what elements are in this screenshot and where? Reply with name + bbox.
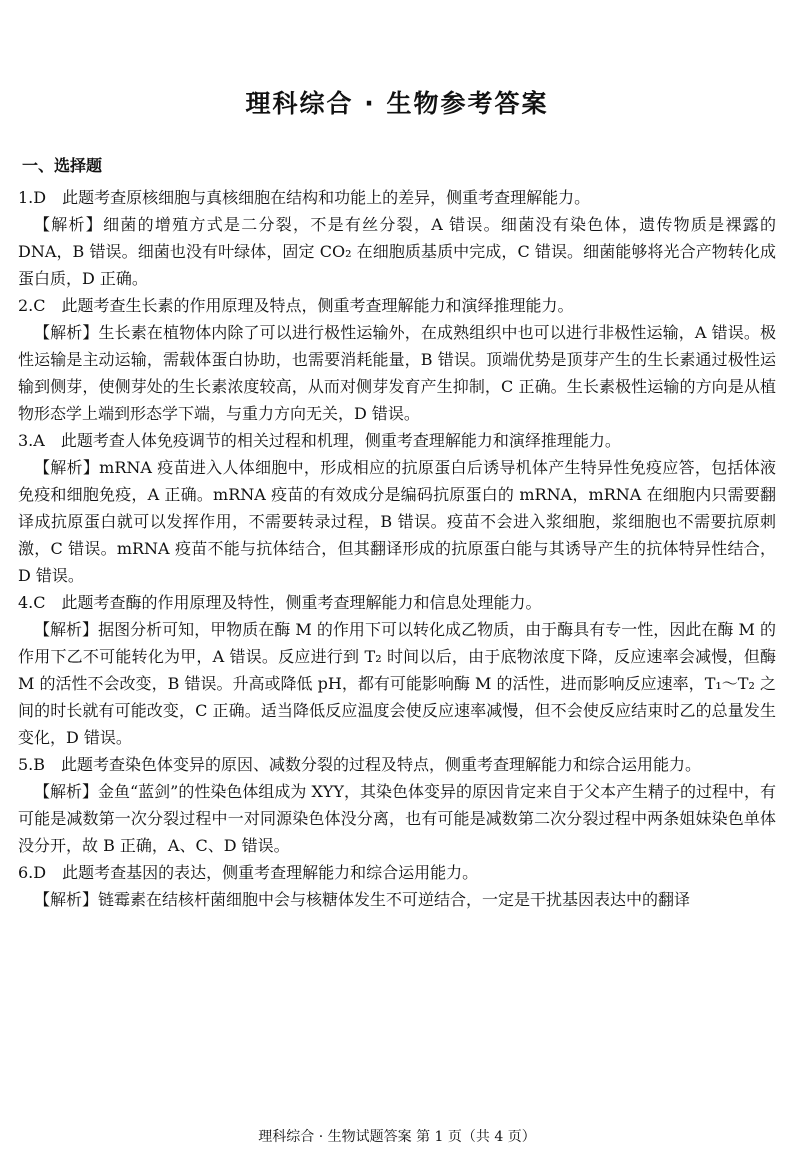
section-heading: 一、选择题 <box>22 156 103 175</box>
question-3-head: 3.A 此题考查人体免疫调节的相关过程和机理，侧重考查理解能力和演绎推理能力。 <box>18 431 621 450</box>
question-4 <box>18 589 776 751</box>
page-footer: 理科综合 · 生物试题答案 第 1 页（共 4 页） <box>258 1129 536 1145</box>
question-6-head: 6.D 此题考查基因的表达，侧重考查理解能力和综合运用能力。 <box>18 863 479 882</box>
question-2 <box>18 292 776 427</box>
question-4-head: 4.C 此题考查酶的作用原理及特性，侧重考查理解能力和信息处理能力。 <box>18 593 542 612</box>
page-title: 理科综合 · 生物参考答案 <box>245 89 549 118</box>
question-1 <box>18 184 776 292</box>
question-4-explanation: 【解析】据图分析可知，甲物质在酶 M 的作用下可以转化成乙物质，由于酶具有专一性，因此在酶 M 的作用下乙不可能转化为甲，A 错误。反应进行到 T₂ 时间以后，由于底物浓度下降，反应速率会减慢，但酶 M 的活性不会改变，B 错误。升高或降低 pH，都有可能影响酶 M 的活性，进而影响反应速率，T₁～T₂ 之间的时长就有可能改变，C 正确。适当降低反应温度会使反应速率减慢，但不会使反应结束时乙的总量发生变化，D 错误。 <box>18 620 776 747</box>
answer-list <box>18 184 776 913</box>
question-2-head: 2.C 此题考查生长素的作用原理及特点，侧重考查理解能力和演绎推理能力。 <box>18 296 574 315</box>
question-3-explanation: 【解析】mRNA 疫苗进入人体细胞中，形成相应的抗原蛋白后诱导机体产生特异性免疫应答，包括体液免疫和细胞免疫，A 正确。mRNA 疫苗的有效成分是编码抗原蛋白的 mRNA，mRNA 在细胞内只需要翻译成抗原蛋白就可以发挥作用，不需要转录过程，B 错误。疫苗不会进入浆细胞，浆细胞也不需要抗原刺激，C 错误。mRNA 疫苗不能与抗体结合，但其翻译形成的抗原蛋白能与其诱导产生的抗体特异性结合，D 错误。 <box>18 458 776 585</box>
question-1-explanation: 【解析】细菌的增殖方式是二分裂，不是有丝分裂，A 错误。细菌没有染色体，遗传物质是裸露的 DNA，B 错误。细菌也没有叶绿体，固定 CO₂ 在细胞质基质中完成，C 错误。细菌能够将光合产物转化成蛋白质，D 正确。 <box>18 215 776 288</box>
question-5-head: 5.B 此题考查染色体变异的原因、减数分裂的过程及特点，侧重考查理解能力和综合运用能力。 <box>18 755 702 774</box>
question-2-explanation: 【解析】生长素在植物体内除了可以进行极性运输外，在成熟组织中也可以进行非极性运输，A 错误。极性运输是主动运输，需载体蛋白协助，也需要消耗能量，B 错误。顶端优势是顶芽产生的生长素通过极性运输到侧芽，使侧芽处的生长素浓度较高，从而对侧芽发育产生抑制，C 正确。生长素极性运输的方向是从植物形态学上端到形态学下端，与重力方向无关，D 错误。 <box>18 323 776 423</box>
question-1-head: 1.D 此题考查原核细胞与真核细胞在结构和功能上的差异，侧重考查理解能力。 <box>18 188 591 207</box>
question-3 <box>18 427 776 589</box>
question-5 <box>18 751 776 859</box>
question-6-explanation: 【解析】链霉素在结核杆菌细胞中会与核糖体发生不可逆结合，一定是干扰基因表达中的翻译 <box>34 890 691 909</box>
question-6 <box>18 859 776 913</box>
question-5-explanation: 【解析】金鱼“蓝剑”的性染色体组成为 XYY，其染色体变异的原因肯定来自于父本产生精子的过程中，有可能是减数第一次分裂过程中一对同源染色体没分离，也有可能是减数第二次分裂过程中两条姐妹染色单体没分开，故 B 正确，A、C、D 错误。 <box>18 782 776 855</box>
